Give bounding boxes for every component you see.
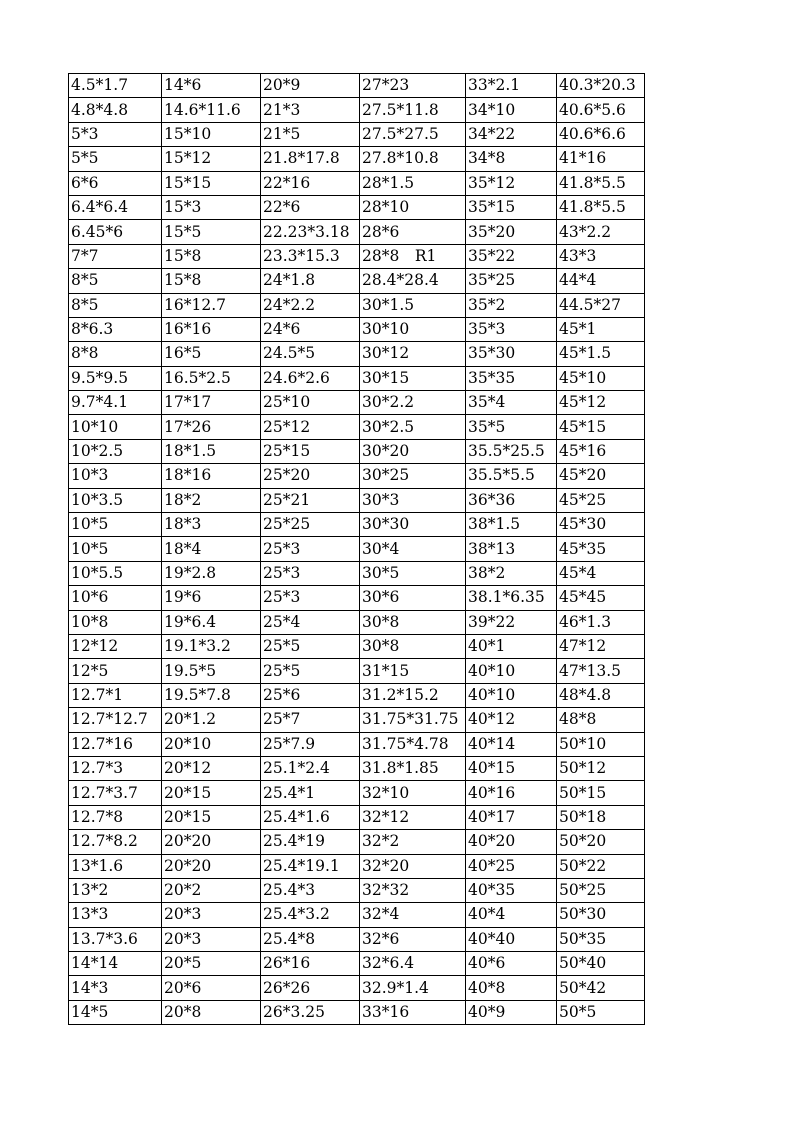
table-cell: 12.7*8.2 [69,830,162,854]
table-cell: 40*12 [466,708,557,732]
table-row [69,683,645,707]
table-cell: 13*1.6 [69,854,162,878]
table-cell: 19.5*5 [162,659,261,683]
table-cell: 10*5 [69,513,162,537]
table-cell: 45*45 [557,586,645,610]
table-cell: 35*30 [466,342,557,366]
table-cell: 47*12 [557,634,645,658]
table-cell: 14*6 [162,74,261,98]
table-cell: 20*1.2 [162,708,261,732]
table-cell: 23.3*15.3 [261,244,360,268]
table-cell: 21*3 [261,98,360,122]
table-cell: 35*12 [466,171,557,195]
table-cell: 50*15 [557,781,645,805]
table-cell: 38*1.5 [466,513,557,537]
table-cell: 44*4 [557,269,645,293]
table-cell: 24.5*5 [261,342,360,366]
table-cell: 30*12 [360,342,466,366]
table-cell: 10*8 [69,610,162,634]
table-cell: 12.7*12.7 [69,708,162,732]
table-cell: 25*20 [261,464,360,488]
table-cell: 30*8 [360,634,466,658]
table-cell: 40*40 [466,927,557,951]
table-cell: 20*15 [162,781,261,805]
table-cell: 13.7*3.6 [69,927,162,951]
table-cell: 25*12 [261,415,360,439]
table-cell: 27.5*11.8 [360,98,466,122]
table-cell: 45*10 [557,366,645,390]
table-cell: 35*15 [466,195,557,219]
table-cell: 25.4*3.2 [261,903,360,927]
table-cell: 50*42 [557,976,645,1000]
table-cell: 20*15 [162,805,261,829]
table-cell: 22*6 [261,195,360,219]
table-row [69,513,645,537]
dimension-table-body [69,74,645,1025]
table-row [69,415,645,439]
table-cell: 22*16 [261,171,360,195]
table-cell: 24.6*2.6 [261,366,360,390]
table-cell: 25*21 [261,488,360,512]
table-cell: 20*2 [162,878,261,902]
table-cell: 18*1.5 [162,439,261,463]
table-cell: 27*23 [360,74,466,98]
table-cell: 25*25 [261,513,360,537]
table-cell: 40.6*6.6 [557,122,645,146]
table-cell: 15*5 [162,220,261,244]
table-cell: 34*10 [466,98,557,122]
table-cell: 8*5 [69,269,162,293]
table-cell: 40*15 [466,756,557,780]
table-cell: 35*25 [466,269,557,293]
table-cell: 20*9 [261,74,360,98]
table-cell: 12*5 [69,659,162,683]
table-cell: 45*25 [557,488,645,512]
table-cell: 45*15 [557,415,645,439]
table-cell: 31.75*31.75 [360,708,466,732]
table-cell: 21.8*17.8 [261,147,360,171]
table-cell: 27.8*10.8 [360,147,466,171]
table-cell: 25*6 [261,683,360,707]
table-cell: 32*10 [360,781,466,805]
table-cell: 6.45*6 [69,220,162,244]
table-cell: 40*6 [466,952,557,976]
table-row [69,708,645,732]
table-cell: 30*2.2 [360,391,466,415]
table-cell: 26*16 [261,952,360,976]
table-cell: 8*5 [69,293,162,317]
table-cell: 30*4 [360,537,466,561]
table-cell: 50*12 [557,756,645,780]
table-cell: 45*4 [557,561,645,585]
table-cell: 12.7*16 [69,732,162,756]
table-cell: 40*25 [466,854,557,878]
table-cell: 40*4 [466,903,557,927]
table-cell: 40*16 [466,781,557,805]
table-cell: 18*2 [162,488,261,512]
table-cell: 20*8 [162,1000,261,1024]
table-cell: 45*1 [557,317,645,341]
table-cell: 15*15 [162,171,261,195]
table-cell: 19*2.8 [162,561,261,585]
table-cell: 9.5*9.5 [69,366,162,390]
table-cell: 46*1.3 [557,610,645,634]
table-cell: 24*2.2 [261,293,360,317]
table-cell: 48*4.8 [557,683,645,707]
table-cell: 40*10 [466,683,557,707]
table-cell: 30*3 [360,488,466,512]
table-cell: 15*8 [162,269,261,293]
table-row [69,366,645,390]
table-cell: 50*25 [557,878,645,902]
table-row [69,903,645,927]
table-cell: 50*40 [557,952,645,976]
table-cell: 14.6*11.6 [162,98,261,122]
table-cell: 32.9*1.4 [360,976,466,1000]
table-cell: 13*3 [69,903,162,927]
table-cell: 15*8 [162,244,261,268]
table-cell: 31.75*4.78 [360,732,466,756]
table-cell: 41.8*5.5 [557,171,645,195]
table-row [69,561,645,585]
table-cell: 45*30 [557,513,645,537]
table-cell: 4.5*1.7 [69,74,162,98]
table-cell: 35*22 [466,244,557,268]
table-cell: 14*5 [69,1000,162,1024]
table-cell: 25.4*3 [261,878,360,902]
table-cell: 38*13 [466,537,557,561]
table-cell: 4.8*4.8 [69,98,162,122]
table-cell: 25*10 [261,391,360,415]
table-cell: 45*20 [557,464,645,488]
table-cell: 8*6.3 [69,317,162,341]
table-row [69,98,645,122]
table-cell: 25*5 [261,659,360,683]
table-cell: 30*15 [360,366,466,390]
table-cell: 10*3 [69,464,162,488]
table-cell: 26*26 [261,976,360,1000]
table-row [69,732,645,756]
table-cell: 25.4*1 [261,781,360,805]
table-cell: 30*30 [360,513,466,537]
table-cell: 40.6*5.6 [557,98,645,122]
table-cell: 10*3.5 [69,488,162,512]
table-cell: 17*17 [162,391,261,415]
table-cell: 25*7.9 [261,732,360,756]
table-cell: 25*3 [261,586,360,610]
table-row [69,1000,645,1024]
dimension-table [68,73,645,1025]
table-cell: 6.4*6.4 [69,195,162,219]
table-cell: 41*16 [557,147,645,171]
table-cell: 16*12.7 [162,293,261,317]
table-cell: 26*3.25 [261,1000,360,1024]
table-cell: 9.7*4.1 [69,391,162,415]
table-cell: 31*15 [360,659,466,683]
table-cell: 45*16 [557,439,645,463]
table-cell: 25.4*19.1 [261,854,360,878]
table-row [69,391,645,415]
table-row [69,830,645,854]
table-cell: 39*22 [466,610,557,634]
table-cell: 10*5.5 [69,561,162,585]
table-cell: 45*12 [557,391,645,415]
table-row [69,610,645,634]
table-cell: 12.7*8 [69,805,162,829]
table-cell: 50*30 [557,903,645,927]
table-cell: 22.23*3.18 [261,220,360,244]
table-cell: 35*2 [466,293,557,317]
table-cell: 27.5*27.5 [360,122,466,146]
table-cell: 15*3 [162,195,261,219]
table-row [69,488,645,512]
table-cell: 40*17 [466,805,557,829]
table-row [69,269,645,293]
table-cell: 25.1*2.4 [261,756,360,780]
table-cell: 12*12 [69,634,162,658]
table-cell: 50*10 [557,732,645,756]
table-cell: 17*26 [162,415,261,439]
table-row [69,537,645,561]
table-row [69,147,645,171]
table-cell: 50*18 [557,805,645,829]
table-cell: 25*7 [261,708,360,732]
table-cell: 31.2*15.2 [360,683,466,707]
table-cell: 5*5 [69,147,162,171]
table-cell: 5*3 [69,122,162,146]
table-cell: 10*5 [69,537,162,561]
table-row [69,805,645,829]
table-cell: 47*13.5 [557,659,645,683]
table-cell: 32*32 [360,878,466,902]
table-cell: 14*3 [69,976,162,1000]
table-row [69,122,645,146]
table-cell: 16*16 [162,317,261,341]
table-cell: 28.4*28.4 [360,269,466,293]
table-cell: 30*10 [360,317,466,341]
table-cell: 30*20 [360,439,466,463]
table-row [69,317,645,341]
table-cell: 38*2 [466,561,557,585]
table-row [69,659,645,683]
table-cell: 48*8 [557,708,645,732]
table-row [69,878,645,902]
table-cell: 40*8 [466,976,557,1000]
table-row [69,342,645,366]
table-cell: 15*10 [162,122,261,146]
table-cell: 35.5*25.5 [466,439,557,463]
table-row [69,74,645,98]
table-cell: 20*5 [162,952,261,976]
table-row [69,464,645,488]
table-row [69,952,645,976]
table-cell: 32*20 [360,854,466,878]
table-row [69,927,645,951]
table-cell: 32*6 [360,927,466,951]
table-cell: 40*10 [466,659,557,683]
table-row [69,293,645,317]
table-cell: 19*6.4 [162,610,261,634]
table-cell: 12.7*3.7 [69,781,162,805]
table-cell: 50*35 [557,927,645,951]
table-cell: 31.8*1.85 [360,756,466,780]
table-cell: 35*5 [466,415,557,439]
table-cell: 18*16 [162,464,261,488]
table-cell: 18*3 [162,513,261,537]
table-cell: 19.1*3.2 [162,634,261,658]
table-cell: 40*35 [466,878,557,902]
table-cell: 13*2 [69,878,162,902]
table-row [69,439,645,463]
table-row [69,244,645,268]
table-cell: 25.4*1.6 [261,805,360,829]
table-cell: 25*4 [261,610,360,634]
table-cell: 25*3 [261,537,360,561]
table-row [69,586,645,610]
table-cell: 18*4 [162,537,261,561]
table-cell: 6*6 [69,171,162,195]
table-cell: 20*6 [162,976,261,1000]
table-cell: 7*7 [69,244,162,268]
table-cell: 40*20 [466,830,557,854]
table-cell: 12.7*3 [69,756,162,780]
table-cell: 40.3*20.3 [557,74,645,98]
table-cell: 30*8 [360,610,466,634]
table-cell: 12.7*1 [69,683,162,707]
table-cell: 35*35 [466,366,557,390]
table-cell: 32*6.4 [360,952,466,976]
table-cell: 34*8 [466,147,557,171]
table-cell: 28*6 [360,220,466,244]
table-cell: 45*1.5 [557,342,645,366]
table-cell: 45*35 [557,537,645,561]
table-cell: 28*1.5 [360,171,466,195]
table-cell: 32*4 [360,903,466,927]
table-cell: 34*22 [466,122,557,146]
table-row [69,195,645,219]
table-cell: 43*3 [557,244,645,268]
table-cell: 16.5*2.5 [162,366,261,390]
table-row [69,756,645,780]
table-row [69,976,645,1000]
table-cell: 14*14 [69,952,162,976]
table-cell: 16*5 [162,342,261,366]
table-cell: 43*2.2 [557,220,645,244]
table-cell: 50*22 [557,854,645,878]
table-row [69,781,645,805]
table-cell: 40*1 [466,634,557,658]
table-cell: 30*1.5 [360,293,466,317]
table-cell: 10*6 [69,586,162,610]
table-cell: 20*12 [162,756,261,780]
table-cell: 20*10 [162,732,261,756]
table-cell: 32*2 [360,830,466,854]
table-cell: 20*20 [162,854,261,878]
table-cell: 21*5 [261,122,360,146]
table-cell: 40*14 [466,732,557,756]
table-row [69,854,645,878]
table-cell: 19.5*7.8 [162,683,261,707]
table-row [69,171,645,195]
table-cell: 28*10 [360,195,466,219]
table-cell: 50*5 [557,1000,645,1024]
table-cell: 35*4 [466,391,557,415]
table-cell: 25*15 [261,439,360,463]
table-cell: 10*2.5 [69,439,162,463]
table-row [69,220,645,244]
table-cell: 32*12 [360,805,466,829]
table-cell: 44.5*27 [557,293,645,317]
table-cell: 36*36 [466,488,557,512]
table-cell: 30*2.5 [360,415,466,439]
table-cell: 38.1*6.35 [466,586,557,610]
table-cell: 15*12 [162,147,261,171]
table-cell: 25*3 [261,561,360,585]
table-cell: 25.4*8 [261,927,360,951]
table-row [69,634,645,658]
table-cell: 35*3 [466,317,557,341]
table-cell: 33*2.1 [466,74,557,98]
table-cell: 41.8*5.5 [557,195,645,219]
table-cell: 19*6 [162,586,261,610]
table-cell: 50*20 [557,830,645,854]
table-cell: 25.4*19 [261,830,360,854]
table-cell: 24*6 [261,317,360,341]
table-cell: 30*25 [360,464,466,488]
table-cell: 20*20 [162,830,261,854]
table-cell: 35*20 [466,220,557,244]
table-cell: 30*6 [360,586,466,610]
table-cell: 33*16 [360,1000,466,1024]
table-cell: 28*8 R1 [360,244,466,268]
table-cell: 20*3 [162,927,261,951]
table-cell: 35.5*5.5 [466,464,557,488]
table-cell: 40*9 [466,1000,557,1024]
table-cell: 20*3 [162,903,261,927]
table-cell: 25*5 [261,634,360,658]
table-cell: 10*10 [69,415,162,439]
table-cell: 8*8 [69,342,162,366]
table-cell: 30*5 [360,561,466,585]
table-cell: 24*1.8 [261,269,360,293]
